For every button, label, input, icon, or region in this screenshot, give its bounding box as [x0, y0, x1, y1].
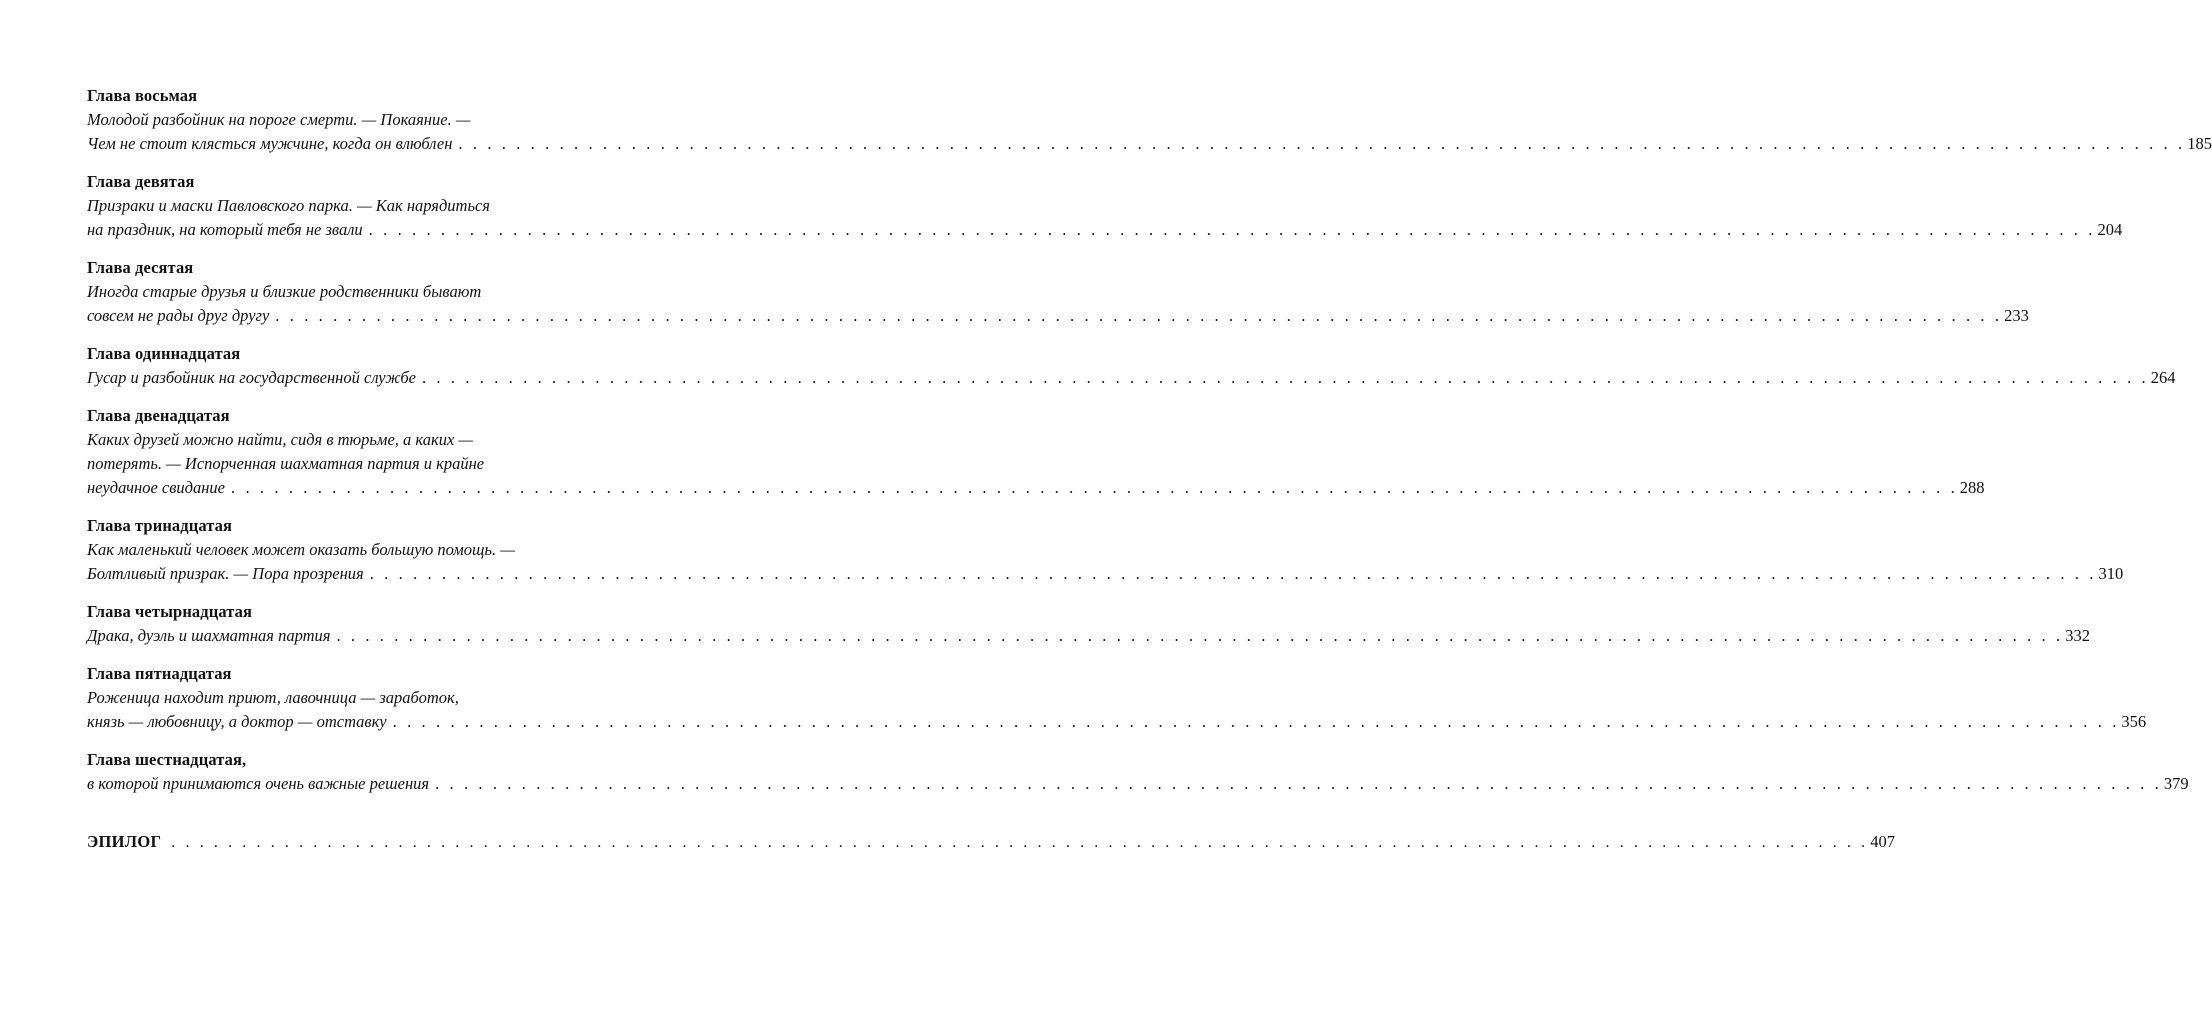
- chapter-title: Глава тринадцатая: [87, 516, 233, 535]
- chapter-summary-line: Призраки и маски Павловского парка. — Как нарядиться: [87, 196, 490, 215]
- dot-leader: . . . . . . . . . . . . . . . . . . . . . . . . . . . . . . . . . . . . . . . . . . . . . . . . . . . . . . . . . . . . . . . . . . . . . . . . . . . . . . . . . . . . . . . . . . . . . . . . . . . . . . . . . . . . . . . . . . . . . . . .: [171, 834, 1869, 851]
- chapter-summary-text: князь — любовницу, а доктор — отставку: [87, 712, 387, 731]
- chapter-title: Глава девятая: [87, 172, 195, 191]
- chapter-summary-line: Молодой разбойник на пороге смерти. — Покаяние. —: [87, 110, 471, 129]
- page-number: 288: [1959, 478, 1985, 497]
- chapter-summary-final-line: [87, 562, 2124, 586]
- chapter-summary-text: совсем не рады друг другу: [87, 306, 270, 325]
- table-of-contents: [87, 84, 2212, 852]
- epilog-title: ЭПИЛОГ: [87, 832, 162, 851]
- dot-leader: . . . . . . . . . . . . . . . . . . . . . . . . . . . . . . . . . . . . . . . . . . . . . . . . . . . . . . . . . . . . . . . . . . . . . . . . . . . . . . . . . . . . . . . . . . . . . . . . . . . . . . . . . . . . . . . . . . . . . . . .: [421, 368, 2149, 387]
- chapter-summary-line: потерять. — Испорченная шахматная партия и крайне: [87, 454, 485, 473]
- chapter-summary-text: Чем не стоит клясться мужчине, когда он влюблен: [87, 134, 453, 153]
- chapter-title: Глава двенадцатая: [87, 406, 230, 425]
- toc-chapter[interactable]: [87, 600, 2090, 648]
- chapter-summary-final-line: [87, 476, 1985, 500]
- toc-chapter[interactable]: [87, 748, 2189, 796]
- chapter-summary-final-line: [87, 624, 2090, 648]
- dot-leader: . . . . . . . . . . . . . . . . . . . . . . . . . . . . . . . . . . . . . . . . . . . . . . . . . . . . . . . . . . . . . . . . . . . . . . . . . . . . . . . . . . . . . . . . . . . . . . . . . . . . . . . . . . . . . . . . . . . . . . . .: [368, 220, 2096, 239]
- dot-leader: . . . . . . . . . . . . . . . . . . . . . . . . . . . . . . . . . . . . . . . . . . . . . . . . . . . . . . . . . . . . . . . . . . . . . . . . . . . . . . . . . . . . . . . . . . . . . . . . . . . . . . . . . . . . . . . . . . . . . . . .: [336, 626, 2064, 645]
- chapter-title: Глава одиннадцатая: [87, 344, 241, 363]
- chapter-summary-final-line: [87, 132, 2212, 156]
- page-number: 204: [2097, 220, 2123, 239]
- page-number: 185: [2187, 134, 2212, 153]
- page-number: 264: [2150, 368, 2176, 387]
- chapter-summary-text: Болтливый призрак. — Пора прозрения: [87, 564, 364, 583]
- dot-leader: . . . . . . . . . . . . . . . . . . . . . . . . . . . . . . . . . . . . . . . . . . . . . . . . . . . . . . . . . . . . . . . . . . . . . . . . . . . . . . . . . . . . . . . . . . . . . . . . . . . . . . . . . . . . . . . . . . . . . . . .: [435, 774, 2162, 793]
- chapter-summary-text: в которой принимаются очень важные решения: [87, 774, 430, 793]
- page-number: 407: [1870, 832, 1895, 851]
- chapter-summary-line: Роженица находит приют, лавочница — заработок,: [87, 688, 459, 707]
- dot-leader: . . . . . . . . . . . . . . . . . . . . . . . . . . . . . . . . . . . . . . . . . . . . . . . . . . . . . . . . . . . . . . . . . . . . . . . . . . . . . . . . . . . . . . . . . . . . . . . . . . . . . . . . . . . . . . . . . . . . . . . .: [392, 712, 2120, 731]
- toc-chapter[interactable]: [87, 404, 1985, 500]
- chapter-summary-line: Каких друзей можно найти, сидя в тюрьме, а каких —: [87, 430, 474, 449]
- page-number: 332: [2065, 626, 2090, 645]
- page-number: 310: [2098, 564, 2124, 583]
- chapter-summary-final-line: [87, 772, 2189, 796]
- page-number: 379: [2163, 774, 2189, 793]
- chapter-title: Глава пятнадцатая: [87, 664, 232, 683]
- toc-chapter[interactable]: [87, 84, 2212, 156]
- chapter-summary-text: неудачное свидание: [87, 478, 226, 497]
- toc-chapter[interactable]: [87, 342, 2176, 390]
- chapter-summary-final-line: [87, 710, 2147, 734]
- chapter-title: Глава четырнадцатая: [87, 602, 253, 621]
- chapter-summary-line: Как маленький человек может оказать большую помощь. —: [87, 540, 515, 559]
- chapter-summary-text: Гусар и разбойник на государственной службе: [87, 368, 416, 387]
- chapter-summary-final-line: [87, 366, 2176, 390]
- dot-leader: . . . . . . . . . . . . . . . . . . . . . . . . . . . . . . . . . . . . . . . . . . . . . . . . . . . . . . . . . . . . . . . . . . . . . . . . . . . . . . . . . . . . . . . . . . . . . . . . . . . . . . . . . . . . . . . . . . . . . . . .: [458, 134, 2186, 153]
- chapter-title: Глава шестнадцатая,: [87, 750, 247, 769]
- toc-chapter[interactable]: [87, 662, 2147, 734]
- dot-leader: . . . . . . . . . . . . . . . . . . . . . . . . . . . . . . . . . . . . . . . . . . . . . . . . . . . . . . . . . . . . . . . . . . . . . . . . . . . . . . . . . . . . . . . . . . . . . . . . . . . . . . . . . . . . . . . . . . . . . . . .: [231, 478, 1958, 497]
- chapter-title: Глава десятая: [87, 258, 194, 277]
- dot-leader: . . . . . . . . . . . . . . . . . . . . . . . . . . . . . . . . . . . . . . . . . . . . . . . . . . . . . . . . . . . . . . . . . . . . . . . . . . . . . . . . . . . . . . . . . . . . . . . . . . . . . . . . . . . . . . . . . . . . . . . .: [369, 564, 2097, 583]
- toc-chapter[interactable]: [87, 256, 2029, 328]
- toc-epilog[interactable]: [87, 832, 1895, 852]
- chapter-summary-line: Иногда старые друзья и близкие родственники бывают: [87, 282, 482, 301]
- chapter-summary-text: Драка, дуэль и шахматная партия: [87, 626, 331, 645]
- dot-leader: . . . . . . . . . . . . . . . . . . . . . . . . . . . . . . . . . . . . . . . . . . . . . . . . . . . . . . . . . . . . . . . . . . . . . . . . . . . . . . . . . . . . . . . . . . . . . . . . . . . . . . . . . . . . . . . . . . . . . . . .: [275, 306, 2003, 325]
- toc-chapter[interactable]: [87, 170, 2123, 242]
- page-number: 233: [2004, 306, 2029, 325]
- toc-chapter[interactable]: [87, 514, 2124, 586]
- chapter-summary-text: на праздник, на который тебя не звали: [87, 220, 363, 239]
- chapter-title: Глава восьмая: [87, 86, 198, 105]
- page-number: 356: [2121, 712, 2147, 731]
- chapter-summary-final-line: [87, 218, 2123, 242]
- chapter-summary-final-line: [87, 304, 2029, 328]
